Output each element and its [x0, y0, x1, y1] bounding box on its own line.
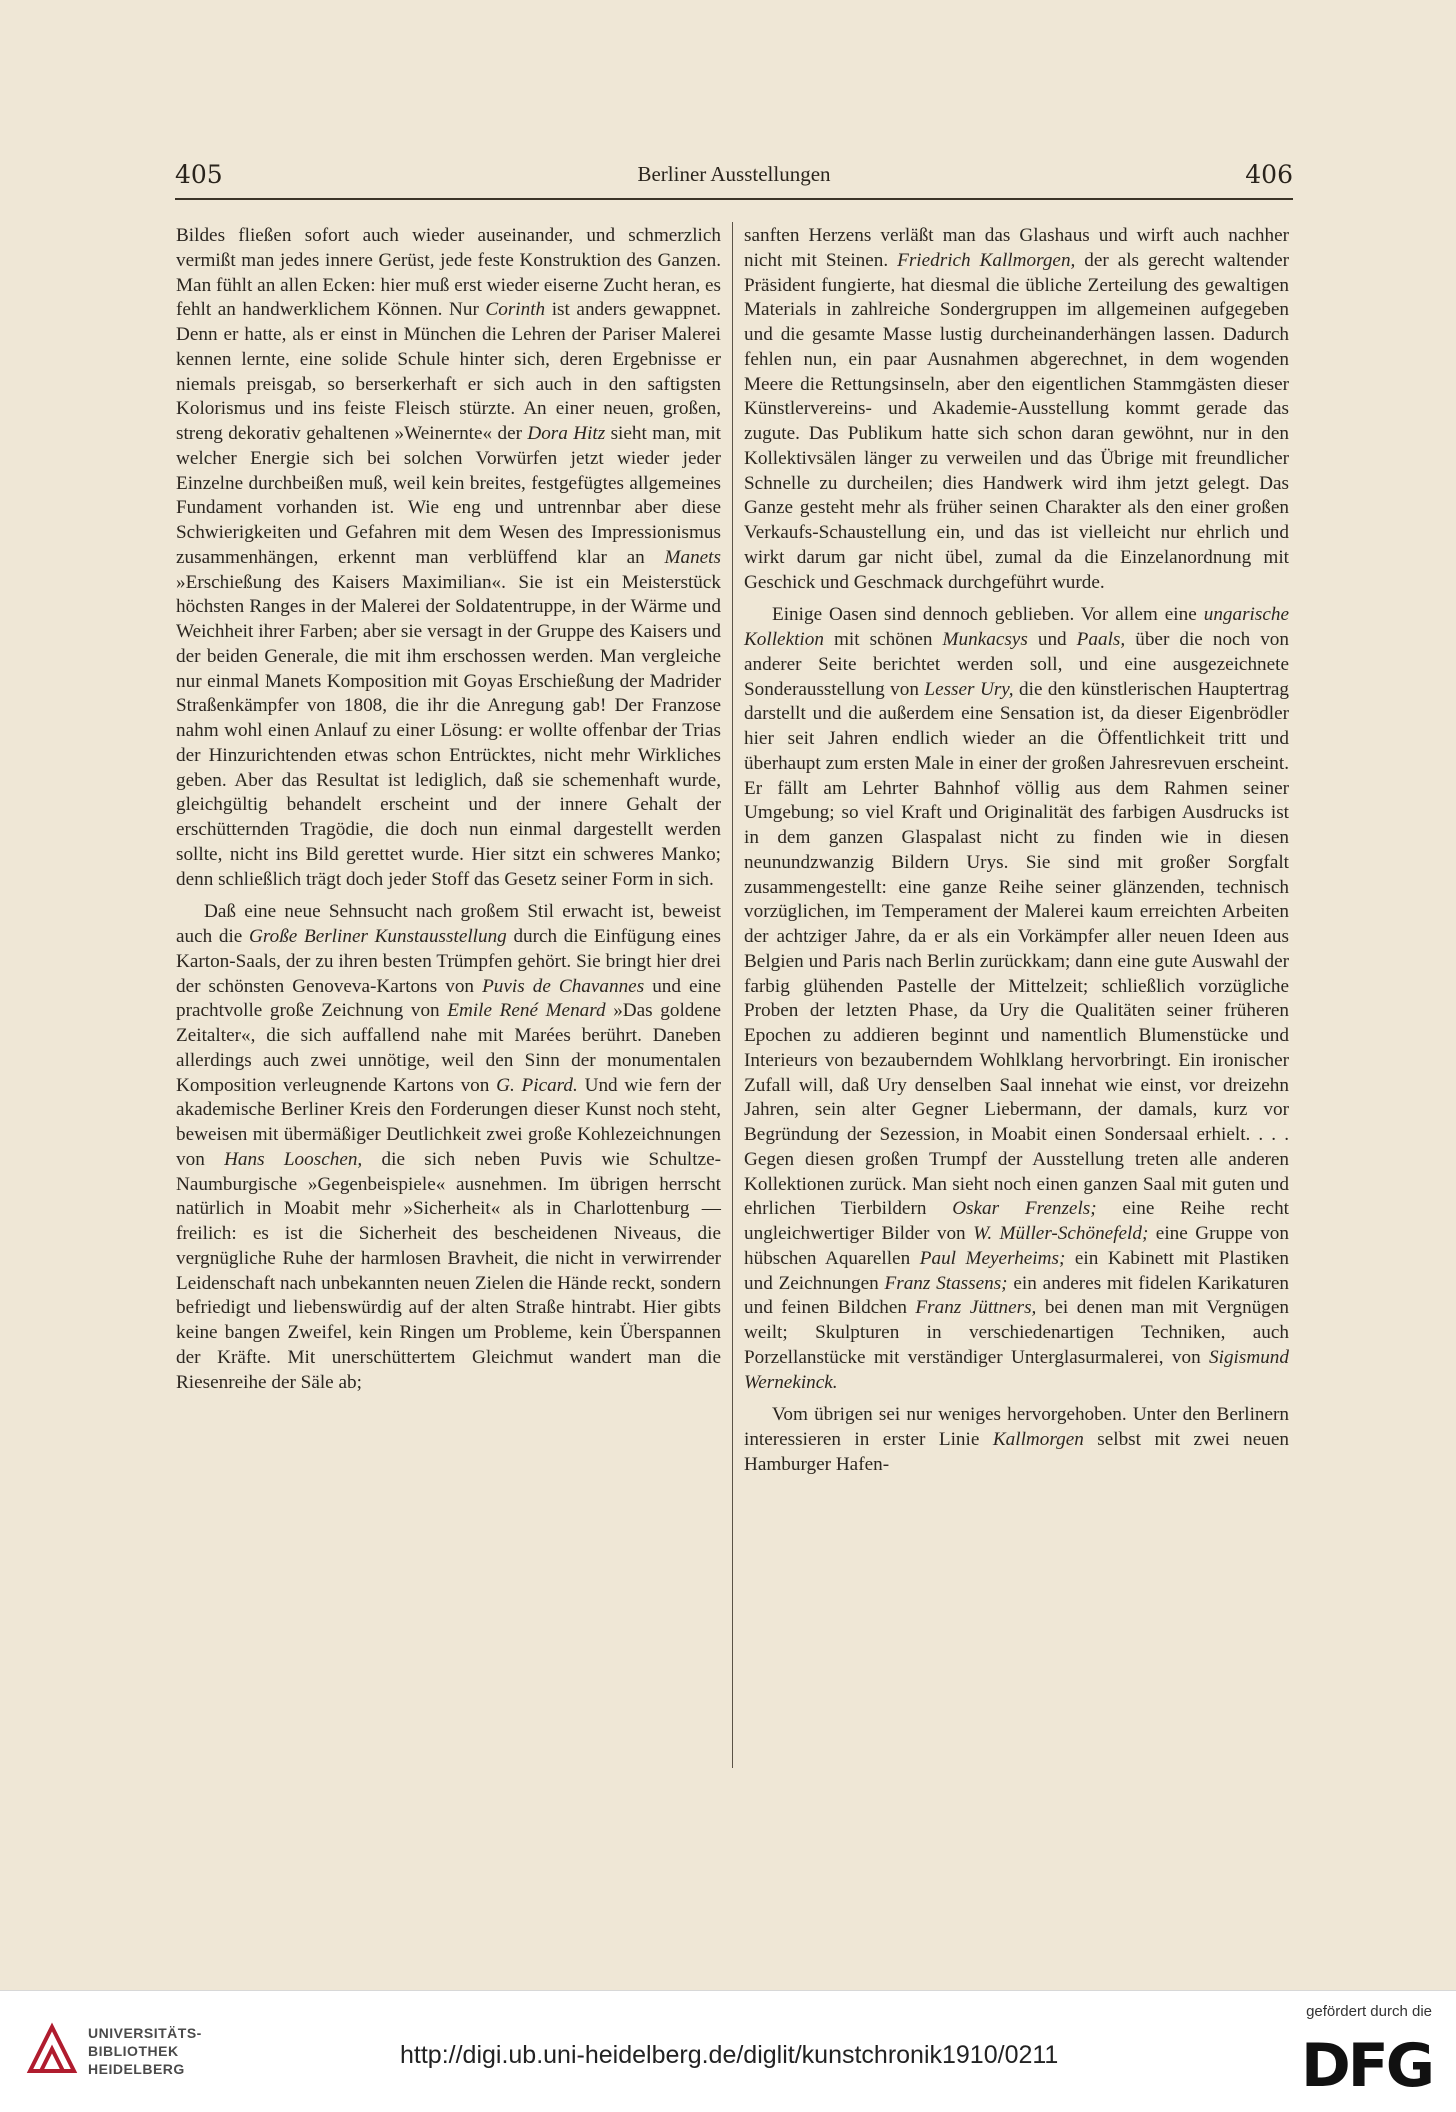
page-number-left: 405: [175, 160, 223, 189]
text-run: bei denen man mit Vergnügen weilt; Skulpturen in verschiedenartigen Techniken, auch Porzellanstücke mit verständiger Unterglasurmalerei, von: [744, 1297, 1289, 1368]
italic-name: ungarische Kollektion: [744, 604, 1289, 650]
italic-name: Corinth: [485, 299, 546, 321]
page-header: [175, 160, 1293, 194]
italic-name: Friedrich Kallmorgen,: [897, 249, 1076, 271]
italic-name: Paals,: [1076, 629, 1126, 650]
text-run: Einige Oasen sind dennoch geblieben. Vor allem eine: [772, 604, 1204, 626]
text-run: »Erschießung des Kaisers Maximilian«. Sie ist ein Meisterstück höchsten Ranges in der Malerei der Soldatentruppe, in der Wärme und Weichheit ihrer Farben; aber sie versagt in der Gruppe des Kaisers und der beiden Generale, die mit ihm erschossen werden. Man vergleiche nur einmal Manets Komposition mit Goyas Erschießung der Madrider Straßenkämpfer von 1808, die ihr die Anregung gab! Der Franzose nahm wohl einen Anlauf zu einer Lösung: er wollte offenbar der Trias der Hinzurichtenden etwas schon Entrücktes, nicht mehr Wirkliches geben. Aber das Resultat ist lediglich, daß sie schemenhaft wurde, gleichgültig behandelt erscheint und der innere Gehalt der erschütternden Tragödie, die doch nun einmal dargestellt werden sollte, nicht ins Bild gerettet wurde. Hier sitzt ein schweres Manko; denn schließlich trägt doch jeder Stoff das Gesetz seiner Form in sich.: [176, 571, 721, 890]
header-rule: [175, 198, 1293, 200]
permalink-url[interactable]: http://digi.ub.uni-heidelberg.de/diglit/kunstchronik1910/0211: [400, 2041, 1059, 2069]
dfg-logo: DFG: [1300, 2031, 1432, 2101]
italic-name: Oskar Frenzels;: [952, 1198, 1097, 1220]
page-number-right: 406: [1245, 160, 1293, 189]
text-run: sieht man, mit welcher Energie sich bei solchen Vorwürfen jetzt wieder jeder Einzelne durchbeißen muß, weil kein breites, festgefügtes allgemeines Fundament vorhanden ist. Wie eng und untrennbar aber diese Schwierigkeiten und Gefahren mit dem Wesen des Impressionismus zusammenhängen, erkennt man verblüffend klar an: [176, 423, 721, 568]
text-run: eine Reihe recht ungleichwertiger Bilder von: [744, 1198, 1289, 1244]
footer-bar: [0, 1990, 1456, 2112]
text-run: selbst mit zwei neuen Hamburger Hafen-: [744, 1429, 1289, 1475]
funding-note: gefördert durch die: [1306, 2003, 1432, 2020]
text-run: die den künstlerischen Hauptertrag darstellt und die außerdem eine Sensation ist, da dieser Eigenbrödler hier seit Jahren endlich wieder an die Öffentlichkeit tritt und überhaupt zum ersten Male in einer der großen Jahresrevuen erscheint. Er fällt am Lehrter Bahnhof völlig aus dem Rahmen seiner Umgebung; so viel Kraft und Originalität des farbigen Ausdrucks ist in dem ganzen Glaspalast nicht zu finden wie in diesen neunundzwanzig Bildern Urys. Sie sind mit großer Sorgfalt zusammengestellt: eine ganze Reihe seiner glänzenden, technisch vorzüglichen, im Temperament der Malerei kaum erreichten Arbeiten der achtziger Jahre, da er als ein Vorkämpfer aller neuen Ideen aus Belgien und Paris nach Berlin zurückkam; dann eine gute Auswahl der farbig glühenden Pastelle der Mittelzeit; schließlich vorzügliche Proben der letzten Phase, da Ury die Qualitäten seiner früheren Epochen zu addieren beginnt und namentlich Blumenstücke und Interieurs von bezauberndem Wohlklang hervorbringt. Ein ironischer Zufall will, daß Ury denselben Saal innehat wie einst, vor dreizehn Jahren, sein alter Gegner Liebermann, der damals, kurz vor Begründung der Sezession, in Moabit einen Sondersaal erhielt. . . . Gegen diesen großen Trumpf der Ausstellung treten alle anderen Kollektionen zurück. Man sieht noch einen ganzen Saal mit guten und ehrlichen Tierbildern: [744, 678, 1290, 1220]
library-name-line: BIBLIOTHEK: [88, 2043, 179, 2059]
italic-name: Manets: [664, 546, 721, 568]
text-run: ein anderes mit fidelen Karikaturen und feinen Bildchen: [744, 1272, 1289, 1319]
italic-name: Dora Hitz: [527, 423, 606, 444]
text-run: über die noch von anderer Seite berichtet werden soll, und eine ausgezeichnete Sonderausstellung von: [744, 629, 1289, 700]
running-title: Berliner Ausstellungen: [637, 162, 831, 186]
text-run: mit schönen: [823, 629, 943, 650]
body-paragraph: [176, 900, 721, 1395]
library-name: [88, 2024, 202, 2078]
text-run: die sich neben Puvis wie Schultze-Naumburgische »Gegenbeispiele« ausnehmen. Im übrigen herrscht natürlich in Moabit mehr »Sicherheit« als in Charlottenburg — freilich: es ist die Sicherheit des bescheidenen Niveaus, die vergnügliche Ruhe der harmlosen Bravheit, die nicht in verwirrender Leidenschaft nach unbekannten neuen Zielen die Hände reckt, sondern befriedigt und liebenswürdig auf der alten Straße hintrabt. Hier gibts keine bangen Zweifel, kein Ringen um Probleme, kein Überspannen der Kräfte. Mit unerschüttertem Gleichmut wandert man die Riesenreihe der Säle ab;: [176, 1148, 721, 1393]
text-run: der als gerecht waltender Präsident fungierte, hat diesmal die übliche Zerteilung des gewaltigen Materials in zahlreiche Sondergruppen im allgemeinen aufgegeben und die gesamte Masse lustig durcheinanderhängen lassen. Dadurch fehlen nun, ein paar Ausnahmen abgerechnet, in dem wogenden Meere die Rettungsinseln, aber den eigentlichen Stammgästen dieser Künstlervereins- und Akademie-Ausstellung kommt gerade das zugute. Das Publikum hatte sich schon daran gewöhnt, nur in den Kollektivsälen länger zu verweilen und das Übrige mit freundlicher Schnelle zu durcheilen; dies Handwerk wird ihm jetzt gelegt. Das Ganze gesteht mehr als früher seinen Charakter als den einer großen Verkaufs-Schaustellung ein, und das ist vielleicht nur ehrlich und wirkt darum gar nicht übel, zumal da die Einzelanordnung mit Geschick und Geschmack durchgeführt wurde.: [744, 249, 1289, 593]
text-run: und: [1027, 629, 1077, 650]
text-run: eine Gruppe von hübschen Aquarellen: [744, 1223, 1289, 1269]
text-run: Und wie fern der akademische Berliner Kreis den Forderungen dieser Kunst noch steht, beweisen mit übermäßiger Deutlichkeit zwei große Kohlezeichnungen von: [176, 1074, 721, 1170]
italic-name: Munkacsys: [942, 629, 1028, 650]
library-name-line: UNIVERSITÄTS-: [88, 2025, 202, 2041]
body-paragraph: [744, 603, 1289, 1395]
text-run: durch die Einfügung eines Karton-Saals, der zu ihren besten Trümpfen gehört. Sie bringt hier drei der schönsten Genoveva-Kartons von: [176, 926, 721, 997]
right-column: [744, 224, 1289, 1478]
italic-name: Lesser Ury,: [924, 678, 1014, 700]
italic-name: Franz Stassens;: [884, 1272, 1008, 1294]
text-run: Vom übrigen sei nur weniges hervorgehoben. Unter den Berlinern interessieren in erster Linie: [744, 1404, 1289, 1450]
italic-name: G. Picard.: [496, 1074, 578, 1096]
italic-name: Franz Jüttners,: [915, 1297, 1037, 1319]
italic-name: Puvis de Chavannes: [482, 975, 645, 997]
university-library-logo-icon: [24, 2021, 80, 2077]
column-divider: [732, 222, 733, 1768]
italic-name: Sigismund Wernekinck.: [744, 1346, 1289, 1393]
text-run: Bildes fließen sofort auch wieder auseinander, und schmerzlich vermißt man jedes innere Gerüst, jede feste Konstruktion des Ganzen. Man fühlt an allen Ecken: hier muß erst wieder eiserne Zucht heran, es fehlt an handwerklichem Können. Nur: [176, 225, 721, 321]
body-paragraph: [176, 224, 721, 892]
body-paragraph: [744, 224, 1289, 595]
italic-name: Hans Looschen,: [224, 1148, 363, 1170]
italic-name: Große Berliner Kunstausstellung: [249, 926, 507, 947]
library-name-line: HEIDELBERG: [88, 2061, 185, 2077]
left-column: [176, 224, 721, 1395]
text-run: »Das goldene Zeitalter«, die sich auffallend nahe mit Marées berührt. Daneben allerdings auch zwei unnötige, weil den Sinn der monumentalen Komposition verleugnende Kartons von: [176, 1000, 721, 1096]
text-run: sanften Herzens verläßt man das Glashaus und wirft auch nachher nicht mit Steinen.: [744, 225, 1289, 271]
body-paragraph: [744, 1403, 1289, 1477]
text-run: ist anders gewappnet. Denn er hatte, als er einst in München die Lehren der Pariser Malerei kennen lernte, eine solide Schule hinter sich, deren Ergebnisse er niemals preisgab, so berserkerhaft er sich auch in den saftigsten Kolorismus und ins feiste Fleisch stürzte. An einer neuen, großen, streng dekorativ gehaltenen »Weinernte« der: [176, 299, 721, 444]
text-run: und eine prachtvolle große Zeichnung von: [176, 975, 722, 1022]
text-run: ein Kabinett mit Plastiken und Zeichnungen: [744, 1247, 1290, 1294]
italic-name: Emile René Menard: [447, 1000, 606, 1022]
text-run: Daß eine neue Sehnsucht nach großem Stil erwacht ist, beweist auch die: [176, 901, 721, 947]
italic-name: Paul Meyerheims;: [919, 1247, 1066, 1269]
italic-name: Kallmorgen: [992, 1429, 1084, 1450]
italic-name: W. Müller-Schönefeld;: [973, 1223, 1149, 1244]
